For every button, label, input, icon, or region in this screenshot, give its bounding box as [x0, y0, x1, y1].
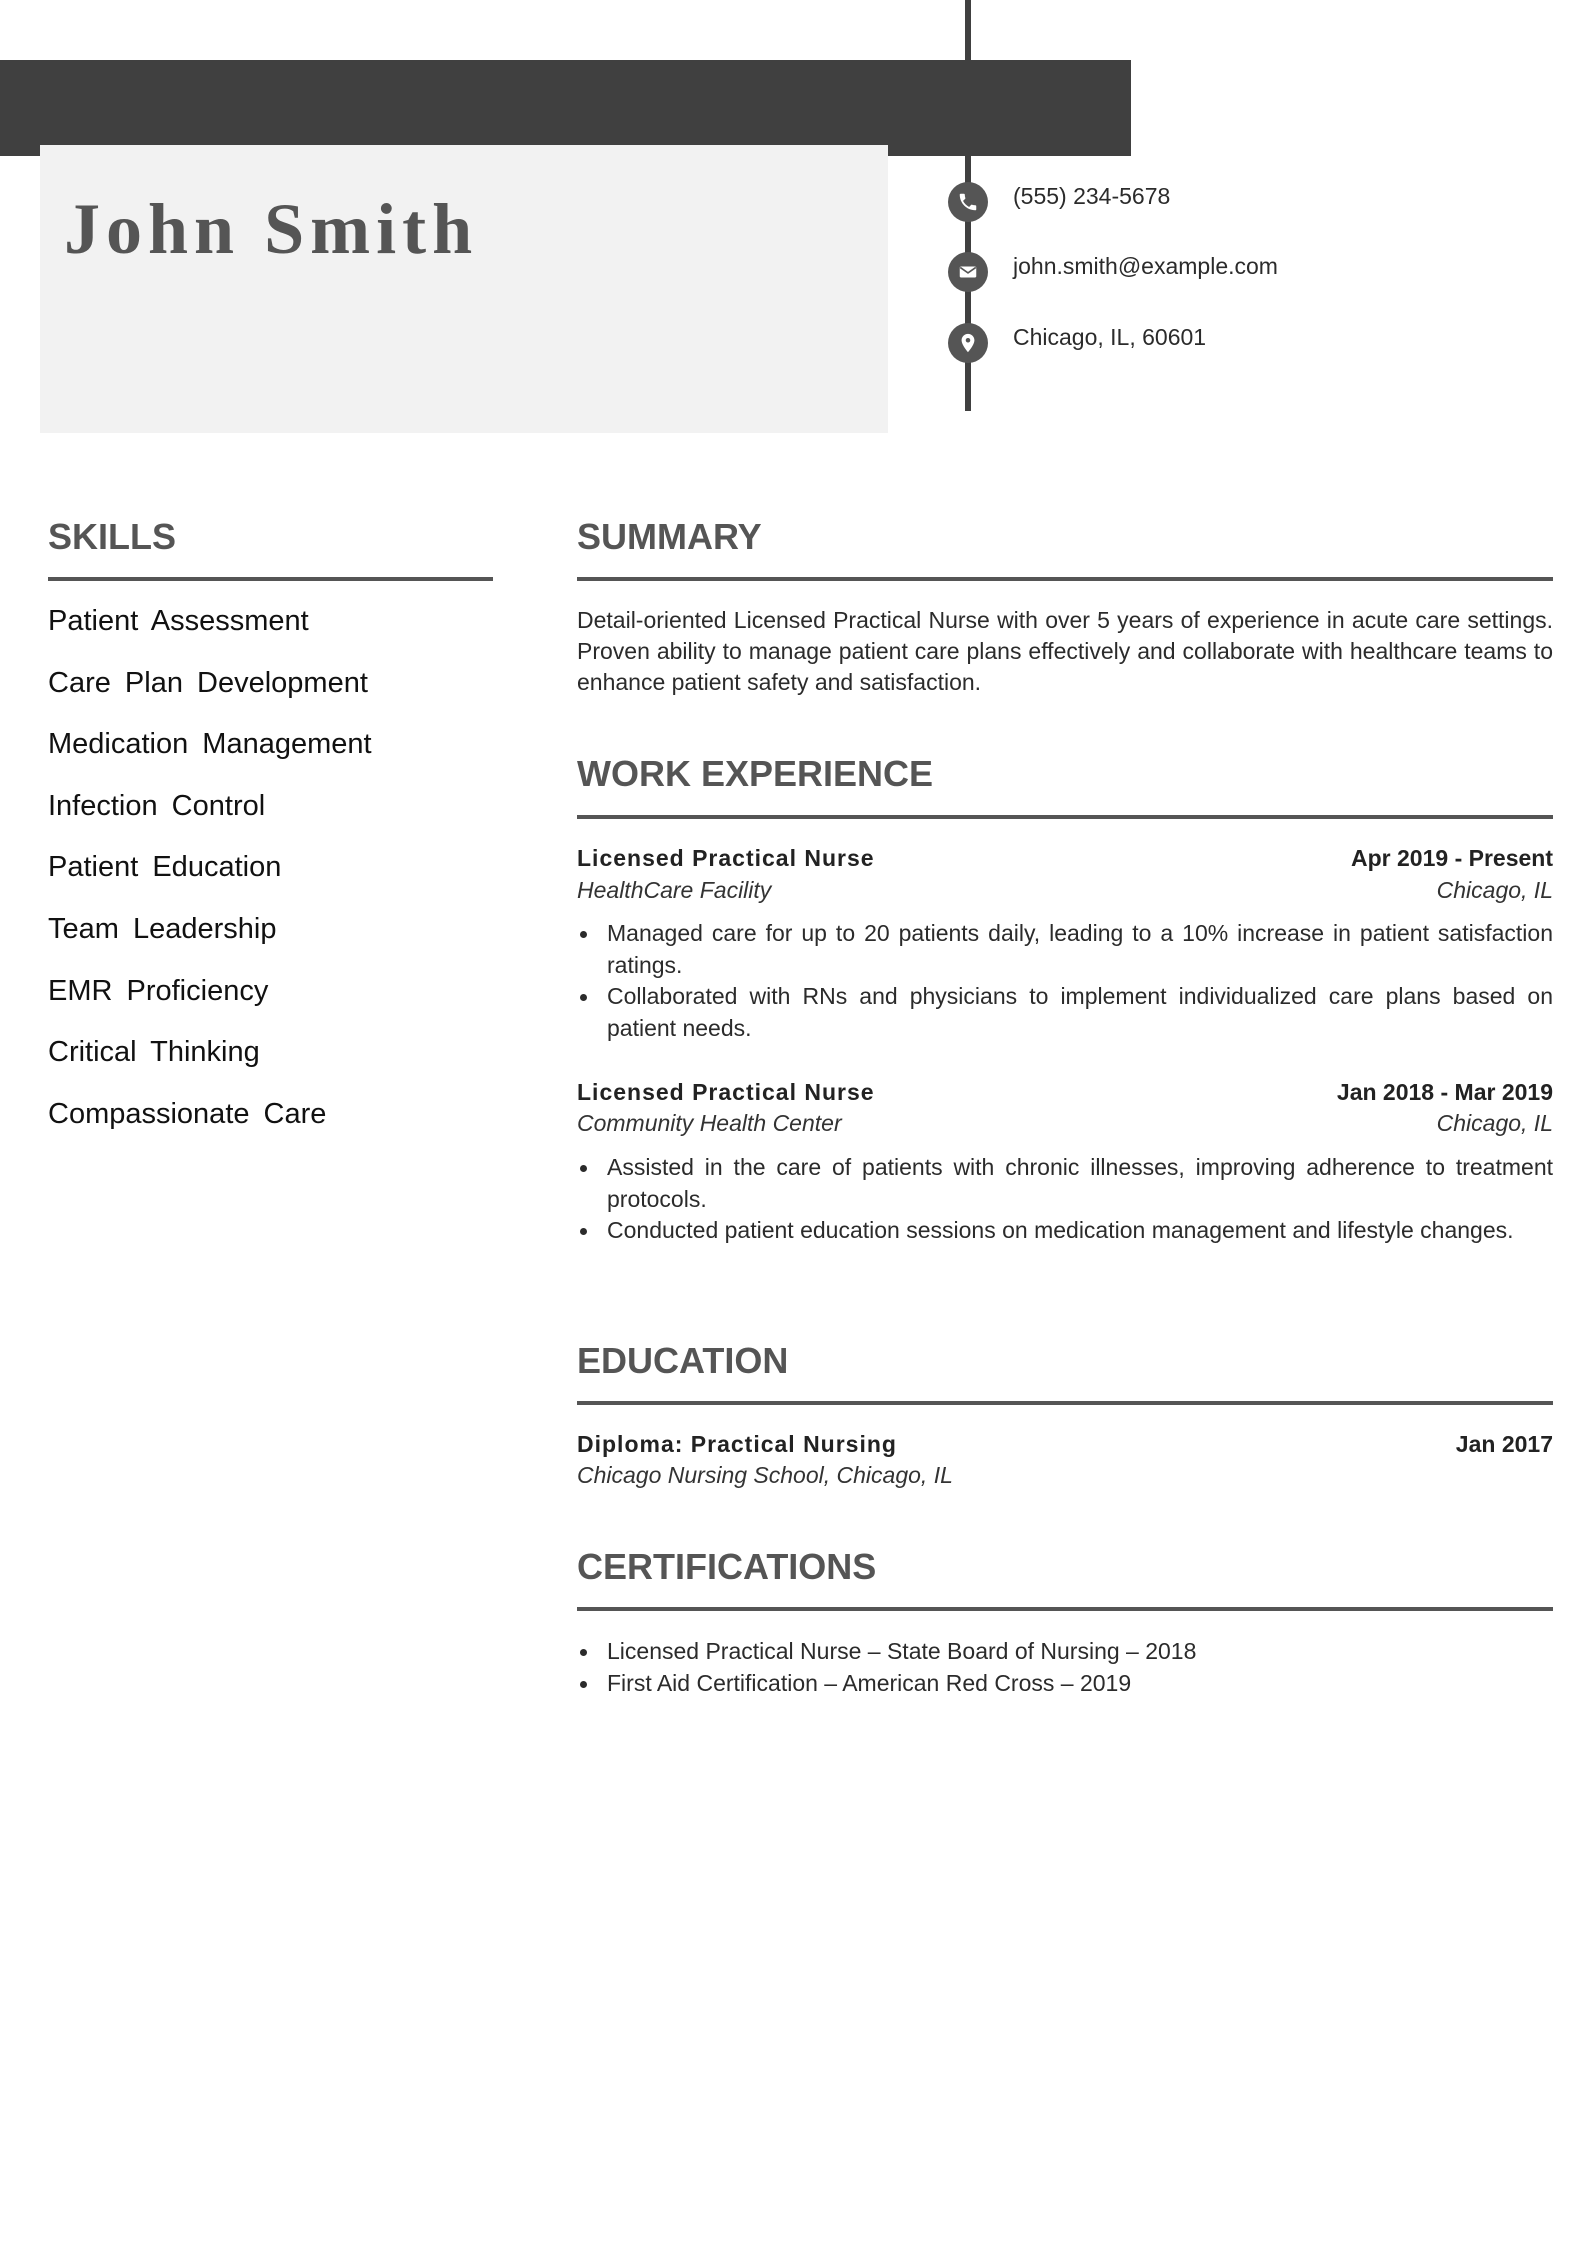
education-subheader: [577, 1460, 1553, 1491]
job-location: Chicago, IL: [1436, 877, 1553, 903]
experience-heading: WORK EXPERIENCE: [577, 753, 934, 794]
education-header: [577, 1429, 1553, 1460]
skills-divider: [48, 577, 493, 581]
certifications-list: [577, 1636, 1553, 1699]
job-subheader: [577, 1108, 1553, 1139]
summary-heading: SUMMARY: [577, 516, 762, 557]
job-subheader: [577, 875, 1553, 906]
job-header: [577, 1077, 1553, 1108]
skill-item: Patient Education: [48, 851, 282, 884]
skill-item: Team Leadership: [48, 912, 277, 945]
header-bar: [0, 60, 1131, 156]
certification-item: First Aid Certification – American Red Cross – 2019: [577, 1668, 1553, 1700]
job-title: Licensed Practical Nurse: [577, 1079, 875, 1105]
job-dates: Jan 2018 - Mar 2019: [1336, 1079, 1553, 1105]
contact-location: Chicago, IL, 60601: [1013, 324, 1207, 350]
education-heading: EDUCATION: [577, 1340, 789, 1381]
skill-item: Patient Assessment: [48, 605, 309, 637]
candidate-name: John Smith: [64, 189, 479, 269]
skill-item: Compassionate Care: [48, 1097, 327, 1130]
education-divider: [577, 1401, 1553, 1405]
job-bullet: Collaborated with RNs and physicians to implement individualized care plans based on patient needs.: [577, 981, 1553, 1044]
certifications-heading: CERTIFICATIONS: [577, 1546, 877, 1587]
school-name: Chicago Nursing School, Chicago, IL: [577, 1462, 953, 1488]
contact-email: john.smith@example.com: [1013, 253, 1278, 279]
skill-item: Critical Thinking: [48, 1036, 260, 1069]
phone-icon: [948, 182, 988, 222]
skills-list: [48, 603, 493, 1157]
job-dates: Apr 2019 - Present: [1351, 845, 1553, 871]
job-title: Licensed Practical Nurse: [577, 845, 875, 871]
job-location: Chicago, IL: [1436, 1110, 1553, 1136]
job-bullet: Assisted in the care of patients with chronic illnesses, improving adherence to treatment protocols.: [577, 1152, 1553, 1215]
skill-item: Infection Control: [48, 789, 266, 822]
job-bullets: [577, 918, 1553, 1044]
location-icon: [948, 323, 988, 363]
degree-date: Jan 2017: [1455, 1431, 1553, 1457]
job-header: [577, 843, 1553, 874]
email-icon: [948, 252, 988, 292]
job-employer: Community Health Center: [577, 1110, 842, 1136]
name-box: [40, 145, 888, 433]
experience-divider: [577, 815, 1553, 819]
summary-text: Detail-oriented Licensed Practical Nurse with over 5 years of experience in acute care settings. Proven ability to manage patient care plans effectively and collaborate with healthcare teams to enhance patient safety and satisfaction.: [577, 607, 1553, 695]
skill-item: Care Plan Development: [48, 666, 368, 699]
degree-title: Diploma: Practical Nursing: [577, 1431, 897, 1457]
contact-phone: (555) 234-5678: [1013, 183, 1171, 209]
skill-item: EMR Proficiency: [48, 974, 269, 1007]
skill-item: Medication Management: [48, 728, 372, 761]
job-bullet: Conducted patient education sessions on medication management and lifestyle changes.: [577, 1215, 1553, 1247]
job-bullet: Managed care for up to 20 patients daily, leading to a 10% increase in patient satisfaction ratings.: [577, 918, 1553, 981]
certification-item: Licensed Practical Nurse – State Board of Nursing – 2018: [577, 1636, 1553, 1668]
job-employer: HealthCare Facility: [577, 877, 772, 903]
job-bullets: [577, 1152, 1553, 1247]
summary-divider: [577, 577, 1553, 581]
skills-heading: SKILLS: [48, 516, 177, 557]
certifications-divider: [577, 1607, 1553, 1611]
